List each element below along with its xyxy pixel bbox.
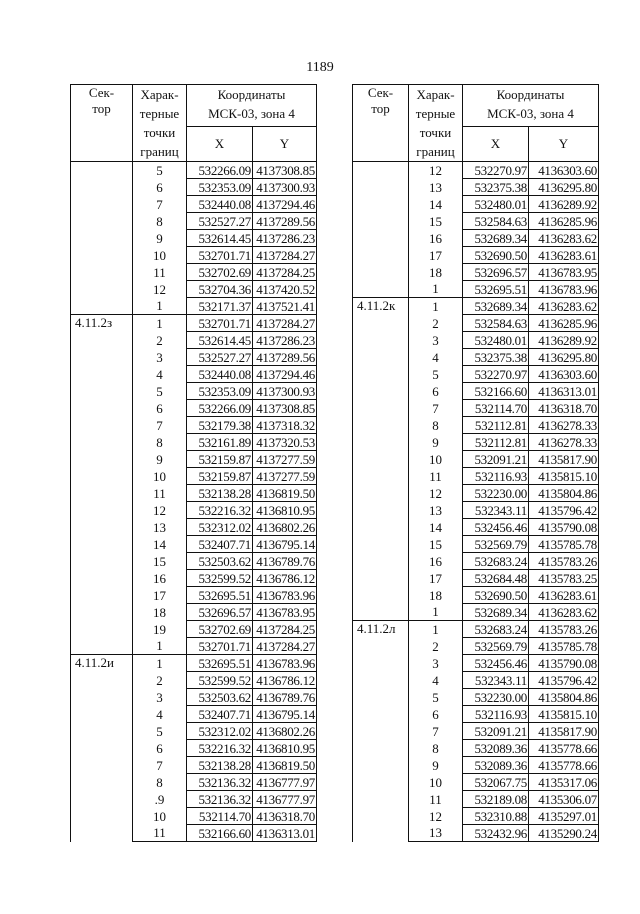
point-number-cell: 7 [133,196,187,213]
point-number-cell: 14 [409,519,463,536]
y-coordinate-cell: 4137286.23 [253,332,317,349]
x-coordinate-cell: 532695.51 [187,587,253,604]
y-coordinate-cell: 4136295.80 [529,349,599,366]
x-coordinate-cell: 532230.00 [463,485,529,502]
y-coordinate-cell: 4137308.85 [253,400,317,417]
point-number-cell: 14 [409,196,463,213]
y-coordinate-cell: 4136795.14 [253,706,317,723]
x-coordinate-cell: 532690.50 [463,587,529,604]
point-number-cell: 15 [409,536,463,553]
point-number-cell: 9 [409,434,463,451]
header-sector: Сек- тор [71,85,133,162]
point-number-cell: 8 [409,417,463,434]
x-coordinate-cell: 532702.69 [187,621,253,638]
point-number-cell: 6 [133,400,187,417]
point-number-cell: 1 [409,281,463,298]
point-number-cell: 2 [133,332,187,349]
x-coordinate-cell: 532343.11 [463,672,529,689]
x-coordinate-cell: 532440.08 [187,366,253,383]
y-coordinate-cell: 4136283.61 [529,587,599,604]
point-number-cell: 11 [133,485,187,502]
point-number-cell: 10 [133,247,187,264]
point-number-cell: 18 [133,604,187,621]
header-coordinates: Координаты МСК-03, зона 4 [463,85,599,127]
x-coordinate-cell: 532689.34 [463,298,529,315]
x-coordinate-cell: 532684.48 [463,570,529,587]
y-coordinate-cell: 4136318.70 [253,808,317,825]
x-coordinate-cell: 532091.21 [463,451,529,468]
x-coordinate-cell: 532216.32 [187,502,253,519]
y-coordinate-cell: 4136795.14 [253,536,317,553]
x-coordinate-cell: 532440.08 [187,196,253,213]
point-number-cell: 10 [133,468,187,485]
point-number-cell: 4 [133,706,187,723]
y-coordinate-cell: 4135778.66 [529,757,599,774]
x-coordinate-cell: 532189.08 [463,791,529,808]
table-row [71,655,317,672]
x-coordinate-cell: 532503.62 [187,553,253,570]
x-coordinate-cell: 532266.09 [187,162,253,179]
x-coordinate-cell: 532569.79 [463,536,529,553]
point-number-cell: 17 [133,587,187,604]
point-number-cell: 7 [133,757,187,774]
point-number-cell: 7 [409,723,463,740]
y-coordinate-cell: 4136789.76 [253,553,317,570]
y-coordinate-cell: 4135297.01 [529,808,599,825]
x-coordinate-cell: 532166.60 [187,825,253,842]
y-coordinate-cell: 4136777.97 [253,791,317,808]
y-coordinate-cell: 4137284.25 [253,621,317,638]
x-coordinate-cell: 532266.09 [187,400,253,417]
y-coordinate-cell: 4136278.33 [529,434,599,451]
x-coordinate-cell: 532456.46 [463,519,529,536]
point-number-cell: 4 [133,366,187,383]
x-coordinate-cell: 532138.28 [187,757,253,774]
y-coordinate-cell: 4136783.95 [253,604,317,621]
y-coordinate-cell: 4136278.33 [529,417,599,434]
x-coordinate-cell: 532569.79 [463,638,529,655]
point-number-cell: 5 [133,162,187,179]
point-number-cell: 6 [133,179,187,196]
y-coordinate-cell: 4137284.27 [253,247,317,264]
x-coordinate-cell: 532343.11 [463,502,529,519]
point-number-cell: 8 [409,740,463,757]
point-number-cell: 19 [133,621,187,638]
x-coordinate-cell: 532166.60 [463,383,529,400]
sector-cell: 4.11.2и [71,655,133,842]
table-row [71,315,317,332]
y-coordinate-cell: 4137289.56 [253,349,317,366]
point-number-cell: 5 [133,723,187,740]
point-number-cell: 10 [133,808,187,825]
x-coordinate-cell: 532312.02 [187,723,253,740]
y-coordinate-cell: 4136289.92 [529,332,599,349]
y-coordinate-cell: 4136819.50 [253,485,317,502]
y-coordinate-cell: 4135785.78 [529,536,599,553]
x-coordinate-cell: 532432.96 [463,825,529,842]
x-coordinate-cell: 532683.24 [463,621,529,638]
x-coordinate-cell: 532114.70 [463,400,529,417]
point-number-cell: 5 [409,366,463,383]
x-coordinate-cell: 532701.71 [187,315,253,332]
y-coordinate-cell: 4137318.32 [253,417,317,434]
y-coordinate-cell: 4137300.93 [253,179,317,196]
y-coordinate-cell: 4135317.06 [529,774,599,791]
y-coordinate-cell: 4135817.90 [529,451,599,468]
header-x: X [187,127,253,162]
y-coordinate-cell: 4135796.42 [529,502,599,519]
point-number-cell: 8 [133,213,187,230]
y-coordinate-cell: 4135783.26 [529,553,599,570]
y-coordinate-cell: 4137286.23 [253,230,317,247]
x-coordinate-cell: 532159.87 [187,468,253,485]
y-coordinate-cell: 4137284.25 [253,264,317,281]
point-number-cell: 11 [133,264,187,281]
x-coordinate-cell: 532456.46 [463,655,529,672]
point-number-cell: 6 [409,383,463,400]
point-number-cell: 2 [409,638,463,655]
x-coordinate-cell: 532683.24 [463,553,529,570]
x-coordinate-cell: 532407.71 [187,536,253,553]
x-coordinate-cell: 532310.88 [463,808,529,825]
point-number-cell: 7 [133,417,187,434]
point-number-cell: 15 [409,213,463,230]
point-number-cell: 6 [409,706,463,723]
point-number-cell: 5 [409,689,463,706]
y-coordinate-cell: 4136789.76 [253,689,317,706]
x-coordinate-cell: 532216.32 [187,740,253,757]
point-number-cell: 3 [133,349,187,366]
x-coordinate-cell: 532112.81 [463,417,529,434]
y-coordinate-cell: 4136819.50 [253,757,317,774]
header-y: Y [529,127,599,162]
y-coordinate-cell: 4135306.07 [529,791,599,808]
point-number-cell: 11 [133,825,187,842]
point-number-cell: 14 [133,536,187,553]
point-number-cell: 1 [409,604,463,621]
y-coordinate-cell: 4136783.96 [529,281,599,298]
x-coordinate-cell: 532689.34 [463,604,529,621]
x-coordinate-cell: 532407.71 [187,706,253,723]
y-coordinate-cell: 4136783.95 [529,264,599,281]
y-coordinate-cell: 4136303.60 [529,366,599,383]
x-coordinate-cell: 532116.93 [463,468,529,485]
point-number-cell: 11 [409,791,463,808]
x-coordinate-cell: 532527.27 [187,349,253,366]
header-characteristic-points: Харак- терные точки границ [409,85,463,162]
x-coordinate-cell: 532114.70 [187,808,253,825]
point-number-cell: 9 [409,757,463,774]
y-coordinate-cell: 4135785.78 [529,638,599,655]
y-coordinate-cell: 4136810.95 [253,740,317,757]
y-coordinate-cell: 4136318.70 [529,400,599,417]
y-coordinate-cell: 4137521.41 [253,298,317,315]
sector-cell [71,162,133,315]
x-coordinate-cell: 532089.36 [463,757,529,774]
x-coordinate-cell: 532312.02 [187,519,253,536]
x-coordinate-cell: 532480.01 [463,332,529,349]
point-number-cell: 18 [409,587,463,604]
point-number-cell: 4 [409,349,463,366]
table-row [71,162,317,179]
x-coordinate-cell: 532702.69 [187,264,253,281]
y-coordinate-cell: 4136810.95 [253,502,317,519]
y-coordinate-cell: 4136289.92 [529,196,599,213]
x-coordinate-cell: 532089.36 [463,740,529,757]
x-coordinate-cell: 532696.57 [187,604,253,621]
point-number-cell: 1 [133,298,187,315]
y-coordinate-cell: 4137300.93 [253,383,317,400]
y-coordinate-cell: 4137289.56 [253,213,317,230]
point-number-cell: 13 [133,519,187,536]
y-coordinate-cell: 4136783.96 [253,655,317,672]
y-coordinate-cell: 4135790.08 [529,655,599,672]
header-y: Y [253,127,317,162]
point-number-cell: 1 [409,621,463,638]
x-coordinate-cell: 532696.57 [463,264,529,281]
x-coordinate-cell: 532136.32 [187,791,253,808]
coordinates-table-left [70,84,317,842]
point-number-cell: 2 [133,672,187,689]
point-number-cell: 7 [409,400,463,417]
point-number-cell: 16 [133,570,187,587]
point-number-cell: 15 [133,553,187,570]
y-coordinate-cell: 4137277.59 [253,451,317,468]
point-number-cell: 17 [409,247,463,264]
y-coordinate-cell: 4136802.26 [253,723,317,740]
x-coordinate-cell: 532690.50 [463,247,529,264]
point-number-cell: 18 [409,264,463,281]
point-number-cell: 8 [133,434,187,451]
x-coordinate-cell: 532353.09 [187,179,253,196]
x-coordinate-cell: 532584.63 [463,315,529,332]
x-coordinate-cell: 532159.87 [187,451,253,468]
x-coordinate-cell: 532689.34 [463,230,529,247]
point-number-cell: 3 [409,332,463,349]
x-coordinate-cell: 532375.38 [463,179,529,196]
point-number-cell: 8 [133,774,187,791]
table-row [353,298,599,315]
point-number-cell: .9 [133,791,187,808]
point-number-cell: 16 [409,230,463,247]
sector-cell [353,162,409,298]
point-number-cell: 13 [409,502,463,519]
coordinates-table-right [352,84,599,842]
point-number-cell: 1 [409,298,463,315]
y-coordinate-cell: 4137284.27 [253,315,317,332]
point-number-cell: 9 [133,230,187,247]
point-number-cell: 17 [409,570,463,587]
x-coordinate-cell: 532614.45 [187,332,253,349]
point-number-cell: 1 [133,315,187,332]
y-coordinate-cell: 4137277.59 [253,468,317,485]
point-number-cell: 3 [133,689,187,706]
y-coordinate-cell: 4135783.26 [529,621,599,638]
x-coordinate-cell: 532584.63 [463,213,529,230]
point-number-cell: 3 [409,655,463,672]
point-number-cell: 2 [409,315,463,332]
x-coordinate-cell: 532112.81 [463,434,529,451]
point-number-cell: 6 [133,740,187,757]
x-coordinate-cell: 532701.71 [187,638,253,655]
x-coordinate-cell: 532695.51 [463,281,529,298]
table-row [353,621,599,638]
point-number-cell: 13 [409,825,463,842]
y-coordinate-cell: 4136313.01 [253,825,317,842]
x-coordinate-cell: 532527.27 [187,213,253,230]
x-coordinate-cell: 532704.36 [187,281,253,298]
x-coordinate-cell: 532614.45 [187,230,253,247]
point-number-cell: 10 [409,451,463,468]
point-number-cell: 1 [133,655,187,672]
sector-cell: 4.11.2з [71,315,133,655]
x-coordinate-cell: 532701.71 [187,247,253,264]
x-coordinate-cell: 532230.00 [463,689,529,706]
point-number-cell: 11 [409,468,463,485]
y-coordinate-cell: 4135804.86 [529,689,599,706]
point-number-cell: 12 [409,162,463,179]
x-coordinate-cell: 532599.52 [187,672,253,689]
y-coordinate-cell: 4135815.10 [529,468,599,485]
x-coordinate-cell: 532161.89 [187,434,253,451]
sector-cell: 4.11.2к [353,298,409,621]
x-coordinate-cell: 532067.75 [463,774,529,791]
y-coordinate-cell: 4137294.46 [253,196,317,213]
y-coordinate-cell: 4136283.62 [529,230,599,247]
x-coordinate-cell: 532353.09 [187,383,253,400]
x-coordinate-cell: 532091.21 [463,723,529,740]
x-coordinate-cell: 532138.28 [187,485,253,502]
point-number-cell: 16 [409,553,463,570]
y-coordinate-cell: 4136783.96 [253,587,317,604]
x-coordinate-cell: 532270.97 [463,366,529,383]
x-coordinate-cell: 532171.37 [187,298,253,315]
sector-cell: 4.11.2л [353,621,409,842]
y-coordinate-cell: 4136283.61 [529,247,599,264]
x-coordinate-cell: 532136.32 [187,774,253,791]
y-coordinate-cell: 4136285.96 [529,213,599,230]
y-coordinate-cell: 4137420.52 [253,281,317,298]
header-sector: Сек- тор [353,85,409,162]
x-coordinate-cell: 532270.97 [463,162,529,179]
point-number-cell: 12 [133,502,187,519]
y-coordinate-cell: 4135290.24 [529,825,599,842]
y-coordinate-cell: 4137294.46 [253,366,317,383]
point-number-cell: 12 [133,281,187,298]
y-coordinate-cell: 4136283.62 [529,604,599,621]
header-characteristic-points: Харак- терные точки границ [133,85,187,162]
x-coordinate-cell: 532480.01 [463,196,529,213]
y-coordinate-cell: 4136303.60 [529,162,599,179]
y-coordinate-cell: 4136777.97 [253,774,317,791]
y-coordinate-cell: 4136786.12 [253,672,317,689]
point-number-cell: 9 [133,451,187,468]
y-coordinate-cell: 4136313.01 [529,383,599,400]
table-row [353,162,599,179]
y-coordinate-cell: 4135796.42 [529,672,599,689]
y-coordinate-cell: 4136283.62 [529,298,599,315]
y-coordinate-cell: 4135804.86 [529,485,599,502]
y-coordinate-cell: 4135778.66 [529,740,599,757]
point-number-cell: 10 [409,774,463,791]
y-coordinate-cell: 4136786.12 [253,570,317,587]
point-number-cell: 12 [409,485,463,502]
point-number-cell: 12 [409,808,463,825]
x-coordinate-cell: 532695.51 [187,655,253,672]
point-number-cell: 5 [133,383,187,400]
y-coordinate-cell: 4136802.26 [253,519,317,536]
y-coordinate-cell: 4137308.85 [253,162,317,179]
y-coordinate-cell: 4137284.27 [253,638,317,655]
page-number: 1189 [306,60,334,75]
point-number-cell: 1 [133,638,187,655]
point-number-cell: 4 [409,672,463,689]
x-coordinate-cell: 532179.38 [187,417,253,434]
y-coordinate-cell: 4136285.96 [529,315,599,332]
y-coordinate-cell: 4135783.25 [529,570,599,587]
y-coordinate-cell: 4137320.53 [253,434,317,451]
point-number-cell: 13 [409,179,463,196]
header-x: X [463,127,529,162]
y-coordinate-cell: 4135815.10 [529,706,599,723]
x-coordinate-cell: 532116.93 [463,706,529,723]
x-coordinate-cell: 532375.38 [463,349,529,366]
header-coordinates: Координаты МСК-03, зона 4 [187,85,317,127]
x-coordinate-cell: 532503.62 [187,689,253,706]
y-coordinate-cell: 4136295.80 [529,179,599,196]
y-coordinate-cell: 4135817.90 [529,723,599,740]
y-coordinate-cell: 4135790.08 [529,519,599,536]
x-coordinate-cell: 532599.52 [187,570,253,587]
